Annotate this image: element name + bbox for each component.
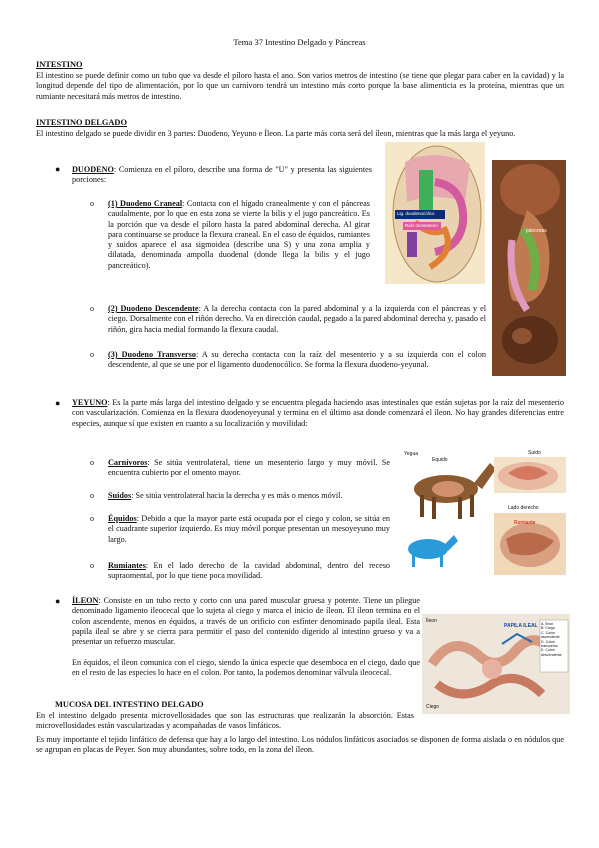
- duodeno-term: DUODENO: [72, 165, 114, 174]
- species-collage-image: [398, 449, 568, 579]
- duodeno-descendente-paragraph: [108, 304, 486, 335]
- label-raiz-mesenterio: Raíz mesenterio: [405, 223, 438, 228]
- bullet-icon: ●: [55, 164, 61, 174]
- suidos-paragraph: [108, 491, 390, 501]
- label-pancreas: páncreas: [526, 228, 547, 234]
- dissection-svg: [492, 160, 566, 376]
- duodeno-paragraph: [72, 165, 372, 186]
- ileum-dissection-image: [422, 614, 570, 714]
- rumiantes-text: : En el lado derecho de la cavidad abdominal, dentro del receso supraomental, por lo que tiene poca movilidad.: [108, 561, 390, 581]
- abdominal-diagram-image: [385, 142, 485, 284]
- ileon-text: : Consiste en un tubo recto y corto con una pared muscular gruesa y potente. Tiene un pliegue denominado ligamento ileocecal que lo sujeta al ciego y marca el inicio de íleon. El íleon termina en el colon ascendente, menos en équidos, a través de un orificio con esfínter denominado papila ileal. Esta papila ileal se abre y se cierra para permitir el paso del contenido digerido al intestino grueso y va a presentar un refuerzo muscular.: [72, 596, 420, 647]
- equidos-text: : Debido a que la mayor parte está ocupada por el ciego y colon, se sitúa en el cuadrante superior izquierdo. Es muy móvil porque presentan un mesoyeyuno muy largo.: [108, 514, 390, 544]
- label-lig-duodenocolico: Lig. duodenocólico: [397, 211, 435, 216]
- rumiantes-term: Rumiantes: [108, 561, 146, 570]
- circle-bullet-icon: o: [90, 350, 94, 359]
- duodeno-transverso-term: (3) Duodeno Transverso: [108, 350, 196, 359]
- label-equido: Equido: [432, 457, 448, 463]
- bullet-icon: ●: [55, 596, 61, 606]
- figure-legend-item: D. Colon transverso: [541, 639, 558, 649]
- bullet-icon: ●: [55, 398, 61, 408]
- figure-legend-list: [541, 622, 569, 657]
- duodeno-transverso-paragraph: [108, 350, 486, 371]
- label-papila-ileal: PAPILA ILEAL: [504, 623, 538, 629]
- heading-mucosa: MUCOSA DEL INTESTINO DELGADO: [55, 700, 204, 709]
- page-title: Tema 37 Intestino Delgado y Páncreas: [233, 37, 366, 47]
- duodeno-craneal-text: : Contacta con el hígado cranealmente y con el páncreas caudalmente, por lo que en esta zona se vierte la bilis y el jugo pancreático. Es la porción que va desde el píloro hasta la pared abdominal derecha. Al girar para continuarse se produce la flexura craneal. En el caso de équidos, rumiantes y suidos aparece el asa sigmoidea (describe una S) y una zona amplia y dilatada, denominada ampolla duodenal (donde llega la bilis y el jugo pancreático).: [108, 199, 370, 270]
- heading-intestino-delgado: INTESTINO DELGADO: [36, 118, 127, 127]
- figure-legend-item: C. Colon ascendente: [541, 630, 560, 640]
- duodeno-craneal-paragraph: [108, 199, 370, 271]
- duodeno-transverso-text: : A su derecha contacta con la raíz del mesenterio y a su izquierda con el colon descendente, al que se une por el ligamento duodenocólico. Se forma la flexura duodeno-yeyunal.: [108, 350, 486, 370]
- duodeno-craneal-term: (1) Duodeno Craneal: [108, 199, 183, 208]
- ileon-paragraph-2: En équidos, el íleon comunica con el ciego, siendo la única especie que desemboca en el ciego, dado que en el resto de las especies lo hace en el colon. Por tanto, la podemos denominar válvula ileocecal.: [72, 658, 420, 678]
- paragraph-intestino-delgado: El intestino delgado se puede dividir en 3 partes: Duodeno, Yeyuno e Íleon. La parte más corta será del íleon, mientras que la más larga el yeyuno.: [36, 129, 516, 138]
- heading-intestino: INTESTINO: [36, 60, 83, 69]
- species-collage-svg: [398, 449, 568, 579]
- paragraph-intestino: El intestino se puede definir como un tubo que va desde el píloro hasta el ano. Son varios metros de intestino (se tiene que plegar para caber en la cavidad) y la longitud depende del tipo de alimentación, por lo que un carnívoro tendrá un intestino más corto porque la base alimenticia es la proteína, mientras que un rumiante necesitará más metros de intestino.: [36, 71, 564, 101]
- duodeno-descendente-term: (2) Duodeno Descendente: [108, 304, 199, 313]
- circle-bullet-icon: o: [90, 304, 94, 313]
- carnivoros-paragraph: [108, 458, 390, 479]
- figure-legend-item: B. Ciego: [541, 626, 555, 631]
- label-rumiante: Rumiante: [514, 520, 536, 526]
- circle-bullet-icon: o: [90, 514, 94, 523]
- label-ileon-figure: Íleon: [426, 618, 437, 624]
- rumiantes-paragraph: [108, 561, 390, 582]
- figure-legend-item: E. Colon descendente: [541, 648, 562, 657]
- figure-legend-item: A. Íleon: [541, 622, 554, 626]
- yeyuno-term: YEYUNO: [72, 398, 108, 407]
- suidos-term: Suidos: [108, 491, 132, 500]
- circle-bullet-icon: o: [90, 458, 94, 467]
- mucosa-paragraph-2: Es muy importante el tejido linfático de defensa que hay a lo largo del intestino. Los nódulos linfáticos asociados se disponen de forma aislada o en nódulos que se agrupan en placas de Peyer. Son muy abundantes, sobre todo, en la zona del íleon.: [36, 735, 564, 755]
- yeyuno-paragraph: [72, 398, 564, 429]
- label-lado-derecho: Lado derecho: [508, 505, 539, 511]
- label-suido: Suido: [528, 450, 541, 456]
- mucosa-paragraph: En el intestino delgado presenta microvellosidades que son las estructuras que realizarán la absorción. Estas microvellosidades están vascularizadas y acompañadas de vasos linfáticos.: [36, 711, 414, 731]
- label-ciego-figure: Ciego: [426, 704, 440, 710]
- suidos-text: : Se sitúa ventrolateral hacia la derecha y es más o menos móvil.: [131, 491, 343, 500]
- carnivoros-text: : Se sitúa ventrolateral, tiene un mesenterio largo y muy móvil. Se encuentra cubierto por el omento mayor.: [108, 458, 390, 478]
- ileon-paragraph: [72, 596, 420, 647]
- ileon-term: ÍLEON: [72, 596, 99, 605]
- duodeno-descendente-text: : A la derecha contacta con la pared abdominal y a la izquierda con el páncreas y el ciego. Dorsalmente con el riñón derecho. Va en dirección caudal, pegado a la pared abdominal derecha y, pasado el riñón, gira hacia medial formando la flexura caudal.: [108, 304, 486, 334]
- equidos-term: Équidos: [108, 514, 137, 523]
- dissection-photo: [492, 160, 566, 376]
- duodeno-text: : Comienza en el píloro, describe una forma de "U" y presenta las siguientes porciones:: [72, 165, 372, 185]
- yeyuno-text: : Es la parte más larga del intestino delgado y se encuentra plegada haciendo asas intestinales que están sujetas por la raíz del mesenterio con vascularización. Comienza en la flexura duodenoyeyunal y termina en el último asa donde comenzará el íleon. No hay grandes diferencias entre especies, aunque sí que existen en cuanto a su localización y movilidad:: [72, 398, 564, 428]
- carnivoros-term: Carnívoros: [108, 458, 148, 467]
- circle-bullet-icon: o: [90, 199, 94, 208]
- equidos-paragraph: [108, 514, 390, 545]
- circle-bullet-icon: o: [90, 491, 94, 500]
- circle-bullet-icon: o: [90, 561, 94, 570]
- label-yegua: Yegua: [404, 451, 418, 457]
